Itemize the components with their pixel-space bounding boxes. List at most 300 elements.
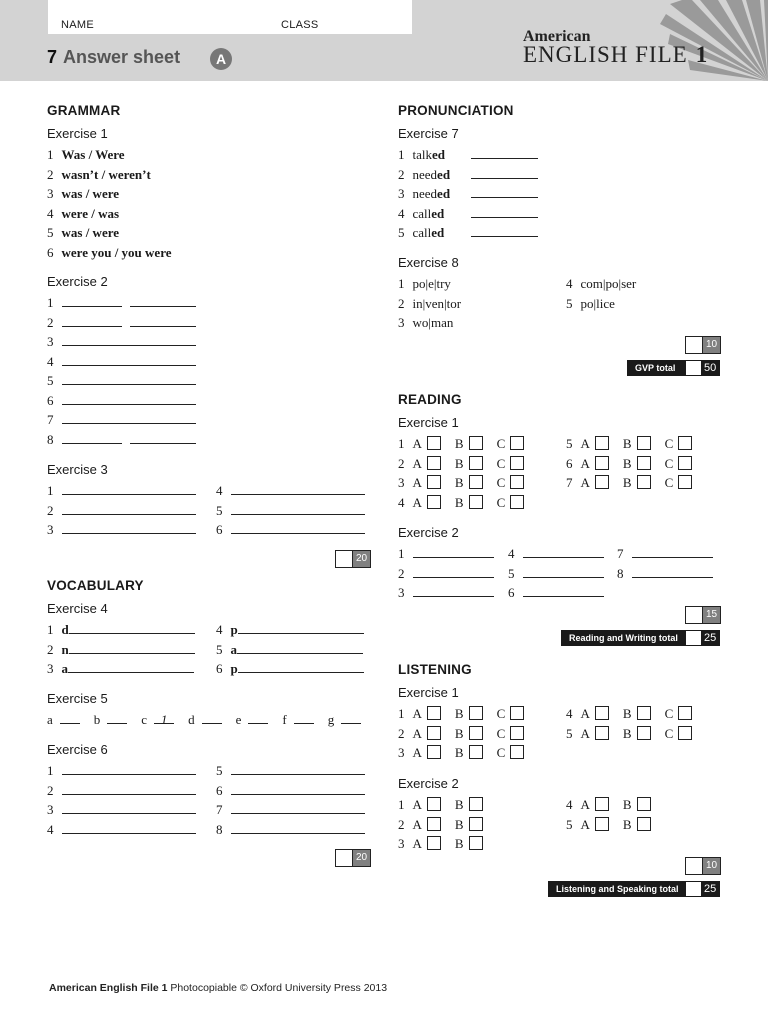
item-number: 4 xyxy=(508,546,515,561)
answer-checkbox[interactable] xyxy=(469,836,483,850)
item-number: 2 xyxy=(398,455,405,471)
answer-blank[interactable] xyxy=(62,295,122,307)
option-letter: B xyxy=(454,745,464,760)
answer-checkbox[interactable] xyxy=(427,436,441,450)
answer-blank[interactable] xyxy=(471,147,538,159)
item-number: 4 xyxy=(216,622,223,637)
answer-blank[interactable] xyxy=(62,822,196,834)
item-number: 1 xyxy=(47,483,54,498)
reading-ex2-row xyxy=(617,566,713,582)
word-stem: call xyxy=(412,205,432,221)
listening-ex2-row xyxy=(398,817,483,833)
reading-ex2-title xyxy=(398,525,459,540)
score-entry-box[interactable] xyxy=(686,337,703,353)
total-entry-box[interactable] xyxy=(686,361,701,375)
syllable-word: in|ven|tor xyxy=(412,295,462,311)
reading-ex1-row xyxy=(398,456,524,472)
answer-checkbox[interactable] xyxy=(510,475,524,489)
answer-blank[interactable] xyxy=(237,642,363,654)
first-letter: a xyxy=(61,661,68,676)
sheet-title-text: Answer sheet xyxy=(63,47,181,67)
answer-checkbox[interactable] xyxy=(595,817,609,831)
answer-blank[interactable] xyxy=(471,167,538,179)
reading-ex1-row xyxy=(566,475,692,491)
pron-ex8-row xyxy=(398,296,461,312)
listening-score-box xyxy=(685,857,721,875)
option-letter: A xyxy=(580,725,590,741)
exercise-title: Exercise 2 xyxy=(398,776,459,791)
answer-blank[interactable] xyxy=(69,622,195,634)
syllable-word: po|lice xyxy=(580,295,615,311)
pron-ex8-row xyxy=(566,296,615,312)
item-number: 6 xyxy=(216,782,223,798)
listening-ex2-row xyxy=(398,836,483,852)
answer-checkbox[interactable] xyxy=(427,456,441,470)
answer-blank[interactable] xyxy=(62,783,196,795)
reading-ex2-row xyxy=(398,546,494,562)
answer-blank[interactable] xyxy=(62,354,196,366)
grammar-ex3-row xyxy=(47,483,196,499)
answer-checkbox[interactable] xyxy=(469,456,483,470)
answer-checkbox[interactable] xyxy=(427,706,441,720)
answer-blank[interactable] xyxy=(231,483,365,495)
reading-ex2-row xyxy=(508,566,604,582)
pron-ex7-blank-wrap xyxy=(471,186,538,202)
answer-checkbox[interactable] xyxy=(427,745,441,759)
option-letter: C xyxy=(496,455,506,471)
item-number: 4 xyxy=(47,353,54,369)
vocab-ex4-row xyxy=(216,642,363,658)
item-number: 2 xyxy=(398,725,405,741)
item-number: 1 xyxy=(47,295,54,310)
answer-blank[interactable] xyxy=(238,661,364,673)
answer-blank[interactable] xyxy=(231,763,365,775)
answer-blank[interactable] xyxy=(62,334,196,346)
item-number: 4 xyxy=(566,797,573,812)
answer-blank[interactable] xyxy=(248,712,268,724)
option-letter: A xyxy=(580,436,590,451)
score-entry-box[interactable] xyxy=(336,850,353,866)
item-number: 8 xyxy=(47,431,54,447)
grammar-ex2-title xyxy=(47,274,108,289)
item-number: 7 xyxy=(47,412,54,427)
answer-checkbox[interactable] xyxy=(469,726,483,740)
item-number: 5 xyxy=(47,225,54,240)
answer-checkbox[interactable] xyxy=(427,817,441,831)
answer-blank[interactable] xyxy=(69,642,195,654)
vocabulary-score-box xyxy=(335,849,371,867)
grammar-ex2-row xyxy=(47,334,196,350)
answer-checkbox[interactable] xyxy=(595,475,609,489)
pron-ex7-blank-wrap xyxy=(471,225,538,241)
answer-blank[interactable] xyxy=(231,503,365,515)
answer-blank[interactable] xyxy=(413,566,494,578)
version-badge: A xyxy=(210,48,232,70)
word-ending: ed xyxy=(437,186,451,201)
item-number: 3 xyxy=(398,475,405,490)
vocab-ex4-row xyxy=(216,622,364,638)
answer-checkbox[interactable] xyxy=(595,456,609,470)
answer-checkbox[interactable] xyxy=(678,475,692,489)
reading-writing-total-bar xyxy=(561,630,720,646)
answer-checkbox[interactable] xyxy=(637,817,651,831)
answer-blank[interactable] xyxy=(130,432,196,444)
footer xyxy=(49,982,387,994)
option-letter: C xyxy=(496,706,506,721)
exercise-title: Exercise 1 xyxy=(398,685,459,700)
answer-blank[interactable] xyxy=(231,522,365,534)
answer-blank[interactable] xyxy=(632,546,713,558)
answer-blank[interactable] xyxy=(413,585,494,597)
item-number: 6 xyxy=(47,244,54,260)
score-entry-box[interactable] xyxy=(336,551,353,567)
answer-checkbox[interactable] xyxy=(637,475,651,489)
item-number: 5 xyxy=(566,436,573,451)
option-letter: B xyxy=(622,475,632,490)
reading-ex2-row xyxy=(398,566,494,582)
item-number: 1 xyxy=(398,706,405,721)
exercise-title: Exercise 1 xyxy=(47,126,108,141)
answer-checkbox[interactable] xyxy=(510,495,524,509)
option-letter: A xyxy=(412,836,422,851)
class-label: CLASS xyxy=(281,19,319,31)
vocab-ex6-row xyxy=(216,822,365,838)
grammar-ex1-row xyxy=(47,186,119,202)
item-number: 5 xyxy=(47,373,54,388)
vocab-ex6-title xyxy=(47,742,108,757)
example-blank: 1 xyxy=(154,712,174,724)
answer-checkbox[interactable] xyxy=(469,436,483,450)
listening-ex1-row xyxy=(566,726,692,742)
answer-blank[interactable] xyxy=(107,712,127,724)
vocab-ex6-row xyxy=(47,822,196,838)
answer-blank[interactable] xyxy=(523,585,604,597)
item-number: 5 xyxy=(216,763,223,778)
grammar-ex2-row xyxy=(47,295,196,311)
listening-ex2-row xyxy=(566,797,651,813)
answer-checkbox[interactable] xyxy=(510,745,524,759)
option-letter: A xyxy=(412,745,422,760)
answer-blank[interactable] xyxy=(62,522,196,534)
answer-blank[interactable] xyxy=(62,432,122,444)
answer-blank[interactable] xyxy=(471,186,538,198)
first-letter: a xyxy=(230,641,237,657)
listening-ex1-row xyxy=(398,726,524,742)
item-number: 5 xyxy=(216,502,223,518)
option-letter: C xyxy=(496,725,506,741)
item-number: 6 xyxy=(216,661,223,676)
answer-checkbox[interactable] xyxy=(427,495,441,509)
option-letter: B xyxy=(622,455,632,471)
reading-ex1-row xyxy=(398,495,524,511)
name-label: NAME xyxy=(61,19,94,31)
item-number: 5 xyxy=(216,641,223,657)
listening-ex2-row xyxy=(398,797,483,813)
answer-options: Was / Were xyxy=(61,147,125,162)
answer-checkbox[interactable] xyxy=(637,456,651,470)
answer-blank[interactable] xyxy=(231,802,365,814)
vocab-ex4-title xyxy=(47,601,108,616)
letter-label: e xyxy=(235,712,242,727)
option-letter: A xyxy=(412,494,422,510)
grammar-ex1-title xyxy=(47,126,108,141)
answer-blank[interactable] xyxy=(523,546,604,558)
reading-ex1-row xyxy=(566,456,692,472)
answer-blank[interactable] xyxy=(523,566,604,578)
total-max: 25 xyxy=(704,883,717,895)
score-max: 10 xyxy=(703,337,720,353)
reading-score-box xyxy=(685,606,721,624)
answer-checkbox[interactable] xyxy=(427,726,441,740)
answer-blank[interactable] xyxy=(238,622,364,634)
option-letter: C xyxy=(664,455,674,471)
grammar-ex2-row xyxy=(47,393,196,409)
answer-blank[interactable] xyxy=(68,661,194,673)
pron-ex8-title xyxy=(398,255,459,270)
item-number: 4 xyxy=(398,205,405,221)
word-ending: ed xyxy=(432,147,445,162)
item-number: 3 xyxy=(47,186,54,201)
answer-blank[interactable] xyxy=(62,315,122,327)
item-number: 2 xyxy=(398,565,405,581)
answer-checkbox[interactable] xyxy=(510,706,524,720)
grammar-ex1-row xyxy=(47,147,125,163)
score-entry-box[interactable] xyxy=(686,607,703,623)
answer-checkbox[interactable] xyxy=(469,475,483,489)
answer-blank[interactable] xyxy=(130,295,196,307)
grammar-ex2-row xyxy=(47,432,196,448)
option-letter: B xyxy=(454,494,464,510)
answer-checkbox[interactable] xyxy=(678,726,692,740)
pron-ex7-row xyxy=(398,147,445,163)
item-number: 8 xyxy=(216,821,223,837)
option-letter: C xyxy=(496,436,506,451)
answer-blank[interactable] xyxy=(62,763,196,775)
grammar-ex1-row xyxy=(47,167,151,183)
total-entry-box[interactable] xyxy=(686,631,701,645)
item-number: 1 xyxy=(47,622,54,637)
answer-checkbox[interactable] xyxy=(678,436,692,450)
listening-ex1-row xyxy=(566,706,692,722)
item-number: 4 xyxy=(566,276,573,291)
item-number: 1 xyxy=(398,276,405,291)
gvp-total-bar xyxy=(627,360,720,376)
listening-speaking-total-bar xyxy=(548,881,720,897)
answer-checkbox[interactable] xyxy=(637,726,651,740)
answer-blank[interactable] xyxy=(62,373,196,385)
pronunciation-title xyxy=(398,103,514,118)
answer-checkbox[interactable] xyxy=(595,436,609,450)
option-letter: B xyxy=(622,706,632,721)
item-number: 5 xyxy=(566,725,573,741)
grammar-ex2-row xyxy=(47,315,196,331)
pron-ex7-row xyxy=(398,225,444,241)
brand-level: 1 xyxy=(695,42,709,67)
option-letter: A xyxy=(412,455,422,471)
item-number: 3 xyxy=(398,836,405,851)
grammar-ex3-title xyxy=(47,462,108,477)
option-letter: B xyxy=(454,797,464,812)
option-letter: C xyxy=(664,475,674,490)
item-number: 3 xyxy=(47,802,54,817)
reading-title xyxy=(398,392,462,407)
exercise-title: Exercise 7 xyxy=(398,126,459,141)
vocab-ex5-row xyxy=(47,712,361,728)
score-max: 15 xyxy=(703,607,720,623)
name-class-box xyxy=(48,0,412,34)
exercise-title: Exercise 5 xyxy=(47,691,108,706)
answer-checkbox[interactable] xyxy=(469,706,483,720)
answer-checkbox[interactable] xyxy=(510,726,524,740)
pron-ex7-row xyxy=(398,186,450,202)
vocab-ex6-row xyxy=(216,763,365,779)
answer-blank[interactable] xyxy=(60,712,80,724)
first-letter: p xyxy=(230,661,238,676)
option-letter: B xyxy=(454,816,464,832)
answer-checkbox[interactable] xyxy=(469,817,483,831)
option-letter: C xyxy=(496,475,506,490)
word-stem: call xyxy=(412,225,432,240)
answer-checkbox[interactable] xyxy=(595,797,609,811)
answer-checkbox[interactable] xyxy=(510,436,524,450)
first-letter: d xyxy=(61,622,69,637)
exercise-title: Exercise 2 xyxy=(47,274,108,289)
exercise-title: Exercise 1 xyxy=(398,415,459,430)
answer-checkbox[interactable] xyxy=(469,797,483,811)
answer-checkbox[interactable] xyxy=(637,797,651,811)
answer-checkbox[interactable] xyxy=(637,706,651,720)
reading-ex2-row xyxy=(617,546,713,562)
answer-options: was / were xyxy=(61,225,120,240)
option-letter: A xyxy=(580,475,590,490)
total-max: 50 xyxy=(704,362,717,374)
answer-checkbox[interactable] xyxy=(427,475,441,489)
vocabulary-title-text: VOCABULARY xyxy=(47,578,144,593)
exercise-title: Exercise 4 xyxy=(47,601,108,616)
item-number: 4 xyxy=(216,483,223,498)
vocab-ex4-row xyxy=(47,642,195,658)
item-number: 5 xyxy=(566,295,573,311)
answer-blank[interactable] xyxy=(471,225,538,237)
pronunciation-score-box xyxy=(685,336,721,354)
item-number: 5 xyxy=(508,565,515,581)
vocab-ex6-row xyxy=(216,802,365,818)
letter-label: c xyxy=(141,712,148,727)
item-number: 2 xyxy=(47,782,54,798)
answer-checkbox[interactable] xyxy=(469,745,483,759)
vocab-ex6-row xyxy=(216,783,365,799)
letter-label: d xyxy=(188,712,195,727)
item-number: 7 xyxy=(617,546,624,561)
answer-blank[interactable] xyxy=(294,712,314,724)
item-number: 3 xyxy=(398,745,405,760)
item-number: 4 xyxy=(566,706,573,721)
answer-blank[interactable] xyxy=(202,712,222,724)
item-number: 1 xyxy=(47,763,54,778)
word-ending: ed xyxy=(431,225,445,240)
reading-ex1-row xyxy=(398,475,524,491)
item-number: 4 xyxy=(398,494,405,510)
score-entry-box[interactable] xyxy=(686,858,703,874)
vocab-ex5-title xyxy=(47,691,108,706)
listening-title-text: LISTENING xyxy=(398,662,472,677)
vocab-ex6-row xyxy=(47,802,196,818)
word-ending: ed xyxy=(437,166,451,182)
answer-blank[interactable] xyxy=(62,503,196,515)
answer-blank[interactable] xyxy=(231,783,365,795)
answer-options: were / was xyxy=(61,205,120,221)
word-stem: need xyxy=(412,186,438,201)
answer-checkbox[interactable] xyxy=(427,797,441,811)
listening-ex1-row xyxy=(398,745,524,761)
listening-ex1-title xyxy=(398,685,459,700)
answer-blank[interactable] xyxy=(62,483,196,495)
grammar-title-text: GRAMMAR xyxy=(47,103,121,118)
pron-ex7-row xyxy=(398,206,444,222)
answer-checkbox[interactable] xyxy=(637,436,651,450)
answer-blank[interactable] xyxy=(231,822,365,834)
grammar-ex1-row xyxy=(47,245,172,261)
first-letter: n xyxy=(61,641,69,657)
answer-blank[interactable] xyxy=(471,206,538,218)
answer-options: were you / you were xyxy=(61,244,172,260)
answer-checkbox[interactable] xyxy=(510,456,524,470)
total-label: Listening and Speaking total xyxy=(556,884,679,894)
listening-title xyxy=(398,662,472,677)
pron-ex7-blank-wrap xyxy=(471,147,538,163)
answer-blank[interactable] xyxy=(62,802,196,814)
answer-blank[interactable] xyxy=(62,412,196,424)
score-max: 10 xyxy=(703,858,720,874)
score-max: 20 xyxy=(353,850,370,866)
vocab-ex4-row xyxy=(216,661,364,677)
answer-blank[interactable] xyxy=(130,315,196,327)
pron-ex7-blank-wrap xyxy=(471,167,538,183)
item-number: 7 xyxy=(216,802,223,817)
item-number: 3 xyxy=(47,522,54,537)
item-number: 6 xyxy=(566,455,573,471)
option-letter: B xyxy=(454,436,464,451)
exercise-title: Exercise 3 xyxy=(47,462,108,477)
grammar-title xyxy=(47,103,120,118)
item-number: 3 xyxy=(398,585,405,600)
option-letter: A xyxy=(412,706,422,721)
answer-checkbox[interactable] xyxy=(595,706,609,720)
vocab-ex6-row xyxy=(47,783,196,799)
answer-checkbox[interactable] xyxy=(595,726,609,740)
answer-blank[interactable] xyxy=(413,546,494,558)
answer-checkbox[interactable] xyxy=(678,456,692,470)
answer-checkbox[interactable] xyxy=(469,495,483,509)
item-number: 1 xyxy=(47,147,54,162)
option-letter: B xyxy=(454,725,464,741)
pron-ex7-blank-wrap xyxy=(471,206,538,222)
item-number: 2 xyxy=(47,502,54,518)
answer-blank[interactable] xyxy=(341,712,361,724)
answer-checkbox[interactable] xyxy=(427,836,441,850)
option-letter: C xyxy=(496,494,506,510)
answer-blank[interactable] xyxy=(632,566,713,578)
answer-checkbox[interactable] xyxy=(678,706,692,720)
total-entry-box[interactable] xyxy=(686,882,701,896)
option-letter: B xyxy=(454,706,464,721)
item-number: 3 xyxy=(398,315,405,330)
grammar-ex3-row xyxy=(47,522,196,538)
exercise-title: Exercise 8 xyxy=(398,255,459,270)
option-letter: C xyxy=(664,436,674,451)
reading-ex1-row xyxy=(398,436,524,452)
answer-blank[interactable] xyxy=(62,393,196,405)
